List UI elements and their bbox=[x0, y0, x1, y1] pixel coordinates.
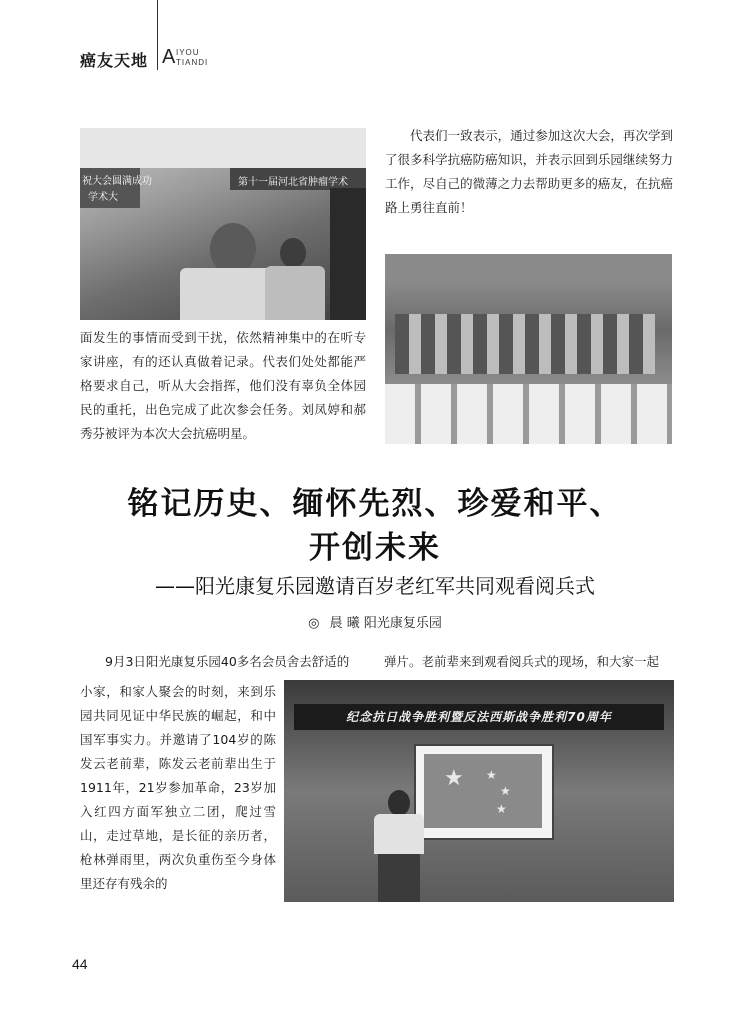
top-left-paragraph: 面发生的事情而受到干扰，依然精神集中的在听专家讲座，有的还认真做着记录。代表们处处都能严格要求自己，听从大会指挥，他们没有辜负全体园民的重托，出色完成了此次参会任务。刘凤婷和郝秀芬被评为本次大会抗癌明星。 bbox=[80, 330, 366, 441]
byline-mark: ◎ bbox=[308, 616, 320, 631]
conference-photo bbox=[80, 128, 366, 320]
byline-text: 晨 曦 阳光康复乐园 bbox=[329, 616, 442, 631]
article-title-line2: 开创未来 bbox=[309, 530, 441, 566]
conference-banner-left: 祝大会圆满成功 bbox=[82, 176, 152, 187]
section-title-en-line2: TIANDI bbox=[176, 58, 209, 67]
section-initial: A bbox=[162, 46, 176, 68]
projection-screen bbox=[414, 744, 554, 840]
conference-banner-right: 第十一届河北省肿瘤学术 bbox=[238, 177, 348, 188]
body-right-first-line: 弹片。老前辈来到观看阅兵式的现场，和大家一起 bbox=[384, 654, 660, 669]
section-title-en bbox=[176, 48, 208, 68]
body-first-line: 9月3日阳光康复乐园40多名会员舍去舒适的 bbox=[105, 654, 350, 669]
page-number: 44 bbox=[72, 956, 88, 972]
header-divider bbox=[157, 0, 158, 70]
flag-star-icon-small: ★ bbox=[496, 802, 507, 816]
top-right-paragraph: 代表们一致表示，通过参加这次大会，再次学到了很多科学抗癌防癌知识，并表示回到乐园继续努力工作，尽自己的微薄之力去帮助更多的癌友，在抗癌路上勇往直前！ bbox=[385, 128, 673, 215]
audience-photo bbox=[385, 254, 672, 444]
flag-star-icon: ★ bbox=[444, 766, 464, 791]
speaker bbox=[388, 790, 410, 816]
body-left-column: 小家，和家人聚会的时刻，来到乐园共同见证中华民族的崛起，和中国军事实力。并邀请了104岁的陈发云老前辈，陈发云老前辈出生于1911年，21岁参加革命，23岁加入红四方面军独立二团，爬过雪山，走过草地，是长征的亲历者，枪林弹雨里，两次负重伤至今身体里还存有残余的 bbox=[80, 684, 276, 891]
conference-banner-left-2: 学术大 bbox=[88, 192, 118, 203]
commemoration-banner: 纪念抗日战争胜利暨反法西斯战争胜利70周年 bbox=[294, 704, 664, 730]
presentation-photo bbox=[284, 680, 674, 902]
article-title-line1: 铭记历史、缅怀先烈、珍爱和平、 bbox=[127, 486, 623, 522]
article-byline bbox=[0, 612, 750, 631]
flag-star-icon-small: ★ bbox=[500, 784, 511, 798]
section-title-en-line1: IYOU bbox=[176, 48, 200, 57]
article-subtitle: ——阳光康复乐园邀请百岁老红军共同观看阅兵式 bbox=[155, 574, 595, 598]
flag-star-icon-small: ★ bbox=[486, 768, 497, 782]
section-title: 癌友天地 bbox=[80, 51, 149, 70]
